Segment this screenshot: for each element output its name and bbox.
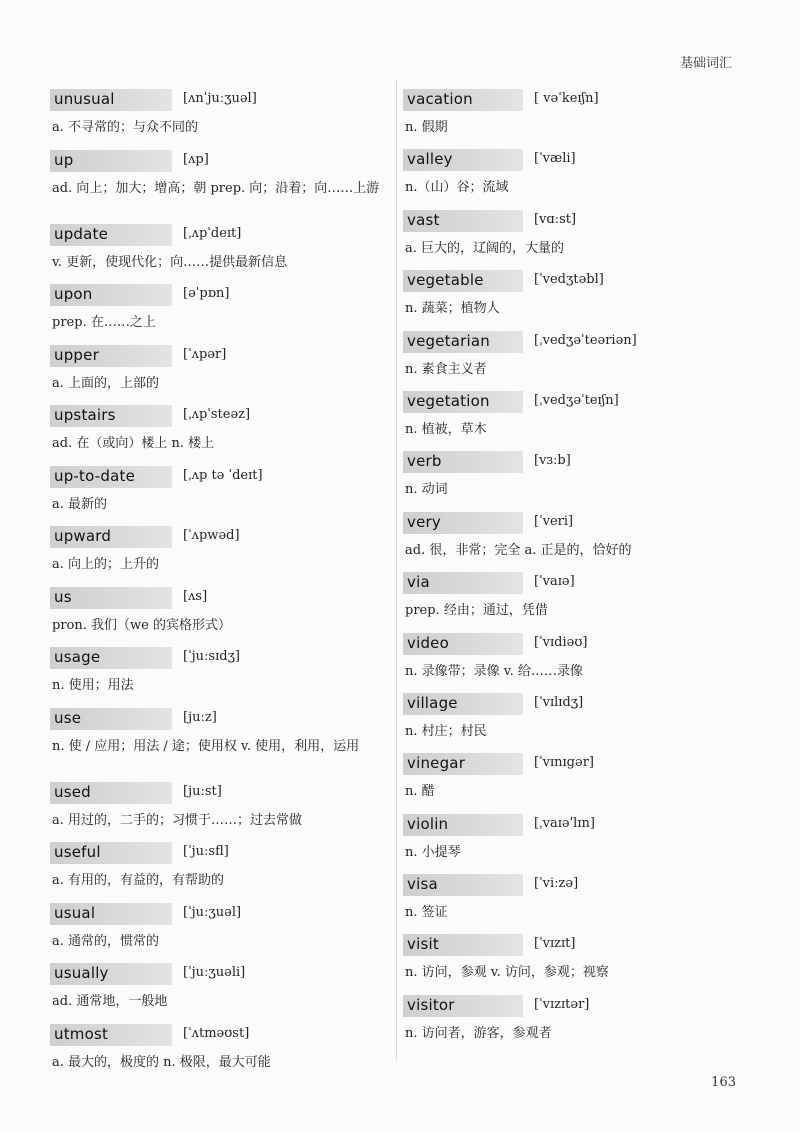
definition: prep. 在……之上 <box>52 315 156 330</box>
headword: violin <box>407 814 449 833</box>
definition: a. 不寻常的；与众不同的 <box>52 120 199 135</box>
phonetic: [ˈvɪnɪgər] <box>534 755 594 771</box>
definition: ad. 向上；加大；增高；朝 prep. 向；沿着；向……上游 <box>52 180 380 196</box>
headword: upper <box>54 345 99 364</box>
entry-upon <box>50 279 390 340</box>
entry-vegetarian <box>403 326 733 386</box>
headword: up-to-date <box>54 466 136 485</box>
entry-very <box>403 507 733 567</box>
phonetic: [ʌs] <box>183 588 208 604</box>
phonetic: [ˈvɪlɪdʒ] <box>534 694 584 710</box>
entry-video <box>403 628 733 688</box>
phonetic: [ˈjuːʒuəl] <box>183 904 242 920</box>
headword: vegetarian <box>407 331 490 350</box>
definition: n. 使用；用法 <box>52 678 134 693</box>
headword: village <box>407 693 458 712</box>
entry-via <box>403 567 733 627</box>
headword: utmost <box>54 1024 109 1043</box>
phonetic: [juːst] <box>183 783 222 799</box>
phonetic: [ˌvedʒəˈteəriən] <box>534 332 637 348</box>
headword: valley <box>407 150 453 169</box>
phonetic: [ˈjuːsfl] <box>183 844 229 859</box>
headword: up <box>54 150 74 169</box>
definition: ad. 在（或向）楼上 n. 楼上 <box>52 436 215 451</box>
definition: n. 假期 <box>405 120 448 135</box>
entry-unusual <box>50 84 390 145</box>
headword: usage <box>54 648 101 666</box>
phonetic: [ˈvaɪə] <box>534 574 575 590</box>
definition: a. 有用的，有益的，有帮助的 <box>52 873 225 888</box>
entry-valley <box>403 144 733 204</box>
definition: n. 签证 <box>405 905 448 921</box>
phonetic: [ʌnˈjuːʒuəl] <box>183 91 257 106</box>
definition: a. 最大的，极度的 n. 极限，最大可能 <box>52 1054 271 1070</box>
phonetic: [ˌʌpˈsteəz] <box>183 407 251 422</box>
definition: n. 小提琴 <box>405 844 461 860</box>
headword: vinegar <box>407 754 466 773</box>
entry-vegetation <box>403 386 733 446</box>
phonetic: [ˈʌpər] <box>183 346 227 362</box>
headword: visitor <box>407 995 455 1014</box>
headword: vacation <box>407 90 473 108</box>
definition: n. 访问，参观 v. 访问，参观；视察 <box>405 965 609 981</box>
phonetic: [ˈveri] <box>534 513 574 529</box>
entry-utmost <box>50 1019 390 1080</box>
definition: n. 素食主义者 <box>405 361 487 377</box>
phonetic: [ˈvɪzɪt] <box>534 936 576 952</box>
definition: n. 录像带；录像 v. 给……录像 <box>405 663 583 679</box>
headword: unusual <box>54 90 115 108</box>
headword: visit <box>407 935 439 954</box>
phonetic: [ˌvaɪəˈlɪn] <box>534 815 595 831</box>
definition: ad. 通常地，一般地 <box>52 994 168 1009</box>
definition: n. 使 / 应用；用法 / 途；使用权 v. 使用，利用，运用 <box>52 738 360 754</box>
entry-useful <box>50 837 390 898</box>
definition: n. 蔬菜；植物人 <box>405 301 500 317</box>
entry-us <box>50 582 390 643</box>
entry-used <box>50 777 390 838</box>
phonetic: [ˈʌpwəd] <box>183 528 240 543</box>
entry-visa <box>403 869 733 929</box>
phonetic: [ˌʌp tə ˈdeɪt] <box>183 467 263 483</box>
entry-visit <box>403 929 733 989</box>
definition: n. 醋 <box>405 784 435 800</box>
entry-verb <box>403 446 733 506</box>
definition: n. 植被，草木 <box>405 421 487 437</box>
page-number: 163 <box>711 1075 736 1090</box>
headword: vegetable <box>407 271 484 290</box>
phonetic: [ˈvæli] <box>534 151 576 167</box>
headword: verb <box>407 452 442 471</box>
phonetic: [ʌp] <box>183 151 209 167</box>
entry-vinegar <box>403 748 733 808</box>
entry-usually <box>50 958 390 1019</box>
entry-up <box>50 145 390 219</box>
entry-vast <box>403 205 733 265</box>
entry-vegetable <box>403 265 733 325</box>
definition: n. 访问者，游客，参观者 <box>405 1025 552 1041</box>
entry-usage <box>50 642 390 703</box>
definition: a. 最新的 <box>52 496 108 512</box>
headword: update <box>54 224 109 243</box>
headword: upward <box>54 527 112 545</box>
headword: use <box>54 708 82 727</box>
page-header-title: 基础词汇 <box>679 56 732 71</box>
headword: upstairs <box>54 406 116 424</box>
definition: n.（山）谷；流域 <box>405 180 509 196</box>
definition: n. 村庄；村民 <box>405 723 487 739</box>
headword: usual <box>54 903 96 922</box>
definition: a. 巨大的，辽阔的，大量的 <box>405 240 565 256</box>
phonetic: [ˈviːzə] <box>534 876 579 892</box>
left-column <box>50 84 390 1079</box>
right-column <box>403 84 733 1050</box>
entry-visitor <box>403 990 733 1050</box>
entry-use <box>50 703 390 777</box>
headword: vast <box>407 210 440 229</box>
entry-upstairs <box>50 400 390 461</box>
definition: a. 上面的，上部的 <box>52 375 160 391</box>
phonetic: [vɜːb] <box>534 453 571 469</box>
phonetic: [ˈvɪdiəʊ] <box>534 634 588 650</box>
phonetic: [ˌvedʒəˈteɪʃn] <box>534 392 619 408</box>
definition: a. 通常的，惯常的 <box>52 933 160 949</box>
column-divider <box>396 80 397 1060</box>
definition: a. 向上的；上升的 <box>52 557 160 572</box>
definition: n. 动词 <box>405 482 448 498</box>
headword: upon <box>54 285 93 303</box>
entry-upper <box>50 340 390 401</box>
entry-upward <box>50 521 390 582</box>
entry-update <box>50 219 390 280</box>
phonetic: [ˈʌtməʊst] <box>183 1025 250 1041</box>
headword: vegetation <box>407 391 490 410</box>
headword: useful <box>54 843 101 861</box>
entry-usual <box>50 898 390 959</box>
phonetic: [ˈvɪzɪtər] <box>534 996 590 1012</box>
headword: video <box>407 633 449 652</box>
definition: a. 用过的，二手的；习惯于……；过去常做 <box>52 812 303 828</box>
entry-violin <box>403 809 733 869</box>
headword: used <box>54 782 91 801</box>
phonetic: [ˈjuːsɪdʒ] <box>183 649 240 664</box>
phonetic: [ˈvedʒtəbl] <box>534 272 604 288</box>
phonetic: [ˈjuːʒuəli] <box>183 965 246 980</box>
definition: v. 更新，使现代化；向……提供最新信息 <box>52 254 288 270</box>
headword: usually <box>54 964 109 982</box>
entry-vacation <box>403 84 733 144</box>
entry-up-to-date <box>50 461 390 522</box>
definition: pron. 我们（we 的宾格形式） <box>52 617 231 633</box>
phonetic: [əˈpɒn] <box>183 286 230 301</box>
phonetic: [ vəˈkeɪʃn] <box>534 91 599 106</box>
phonetic: [vɑːst] <box>534 211 577 227</box>
headword: us <box>54 587 72 606</box>
definition: prep. 经由；通过，凭借 <box>405 603 548 619</box>
headword: visa <box>407 875 438 894</box>
definition: ad. 很，非常；完全 a. 正是的，恰好的 <box>405 542 632 558</box>
entry-village <box>403 688 733 748</box>
headword: via <box>407 573 430 592</box>
headword: very <box>407 512 441 531</box>
phonetic: [ˌʌpˈdeɪt] <box>183 225 242 241</box>
phonetic: [juːz] <box>183 709 217 725</box>
